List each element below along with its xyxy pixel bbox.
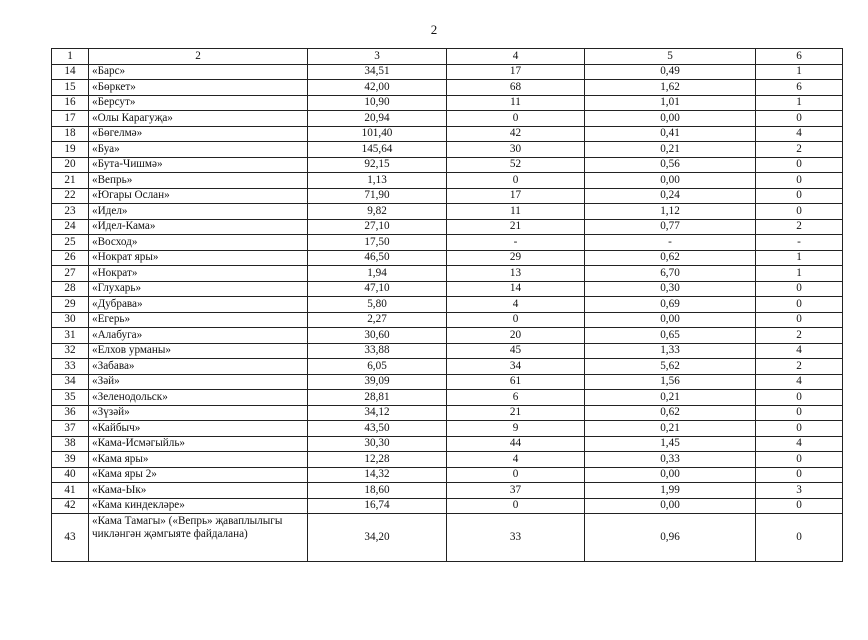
area-value: 33,88 [308,343,447,359]
area-value: 71,90 [308,188,447,204]
row-number: 22 [52,188,89,204]
col6-value: 0 [756,281,843,297]
count-value: 11 [447,95,585,111]
count-value: 45 [447,343,585,359]
row-number: 26 [52,250,89,266]
row-number: 23 [52,204,89,220]
row-number: 21 [52,173,89,189]
area-value: 28,81 [308,390,447,406]
row-number: 36 [52,405,89,421]
col6-value: 1 [756,64,843,80]
density-value: 0,65 [585,328,756,344]
object-name: «Нократ яры» [89,250,308,266]
row-number: 30 [52,312,89,328]
row-number: 31 [52,328,89,344]
table-row [52,126,843,142]
col6-value: 4 [756,343,843,359]
col6-value: 0 [756,467,843,483]
object-name: «Дубрава» [89,297,308,313]
col6-value: 4 [756,374,843,390]
row-number: 16 [52,95,89,111]
col6-value: 4 [756,436,843,452]
count-value: 52 [447,157,585,173]
col6-value: 0 [756,204,843,220]
table-row [52,483,843,499]
density-value: 0,00 [585,498,756,514]
count-value: 42 [447,126,585,142]
col6-value: 0 [756,421,843,437]
table-row [52,374,843,390]
table-row [52,266,843,282]
object-name: «Кама-Исмәгыйль» [89,436,308,452]
table-row [52,173,843,189]
row-number: 43 [52,514,89,562]
density-value: 0,24 [585,188,756,204]
area-value: 2,27 [308,312,447,328]
table-row [52,64,843,80]
header-col-2: 2 [89,49,308,65]
table-row [52,204,843,220]
row-number: 40 [52,467,89,483]
object-name: «Алабуга» [89,328,308,344]
density-value: 0,96 [585,514,756,562]
object-name: «Югары Ослан» [89,188,308,204]
count-value: 0 [447,498,585,514]
row-number: 14 [52,64,89,80]
area-value: 46,50 [308,250,447,266]
object-name: «Зүзәй» [89,405,308,421]
table-row [52,250,843,266]
col6-value: 0 [756,498,843,514]
density-value: 0,62 [585,405,756,421]
table-row [52,343,843,359]
data-table [51,48,843,562]
area-value: 16,74 [308,498,447,514]
table-row [52,80,843,96]
density-value: 5,62 [585,359,756,375]
row-number: 37 [52,421,89,437]
density-value: 1,33 [585,343,756,359]
col6-value: 0 [756,452,843,468]
density-value: 0,21 [585,421,756,437]
density-value: 6,70 [585,266,756,282]
count-value: 0 [447,111,585,127]
col6-value: 0 [756,405,843,421]
row-number: 42 [52,498,89,514]
count-value: 13 [447,266,585,282]
object-name: «Кама киндекләре» [89,498,308,514]
count-value: 68 [447,80,585,96]
table-row [52,514,843,562]
row-number: 39 [52,452,89,468]
object-name: «Елхов урманы» [89,343,308,359]
row-number: 41 [52,483,89,499]
object-name: «Идел» [89,204,308,220]
density-value: 0,30 [585,281,756,297]
table-row [52,188,843,204]
count-value: - [447,235,585,251]
area-value: 10,90 [308,95,447,111]
col6-value: 1 [756,266,843,282]
col6-value: 1 [756,95,843,111]
table-row [52,467,843,483]
area-value: 101,40 [308,126,447,142]
object-name: «Забава» [89,359,308,375]
area-value: 34,12 [308,405,447,421]
count-value: 17 [447,64,585,80]
count-value: 44 [447,436,585,452]
density-value: 0,33 [585,452,756,468]
density-value: 1,56 [585,374,756,390]
count-value: 37 [447,483,585,499]
object-name: «Кайбыч» [89,421,308,437]
area-value: 12,28 [308,452,447,468]
header-col-5: 5 [585,49,756,65]
table-row [52,405,843,421]
row-number: 24 [52,219,89,235]
object-name: «Бөркет» [89,80,308,96]
col6-value: 2 [756,328,843,344]
area-value: 1,13 [308,173,447,189]
area-value: 42,00 [308,80,447,96]
density-value: 0,00 [585,173,756,189]
header-col-4: 4 [447,49,585,65]
count-value: 0 [447,173,585,189]
row-number: 33 [52,359,89,375]
count-value: 11 [447,204,585,220]
density-value: 0,21 [585,390,756,406]
table-row [52,328,843,344]
table-row [52,390,843,406]
object-name: «Кама-Ык» [89,483,308,499]
object-name: «Бөгелмә» [89,126,308,142]
col6-value: 0 [756,297,843,313]
table-row [52,436,843,452]
object-name: «Зеленодольск» [89,390,308,406]
table-row [52,157,843,173]
density-value: - [585,235,756,251]
table-row [52,498,843,514]
area-value: 43,50 [308,421,447,437]
row-number: 17 [52,111,89,127]
col6-value: 0 [756,390,843,406]
object-name: «Нократ» [89,266,308,282]
row-number: 19 [52,142,89,158]
table-row [52,111,843,127]
density-value: 1,62 [585,80,756,96]
object-name: «Идел-Кама» [89,219,308,235]
object-name: «Кама яры» [89,452,308,468]
count-value: 9 [447,421,585,437]
density-value: 0,00 [585,312,756,328]
table-row [52,359,843,375]
count-value: 21 [447,405,585,421]
density-value: 0,49 [585,64,756,80]
row-number: 18 [52,126,89,142]
col6-value: 4 [756,126,843,142]
count-value: 6 [447,390,585,406]
count-value: 4 [447,297,585,313]
object-name: «Олы Карагуҗа» [89,111,308,127]
area-value: 5,80 [308,297,447,313]
col6-value: - [756,235,843,251]
col6-value: 0 [756,514,843,562]
density-value: 0,00 [585,467,756,483]
col6-value: 0 [756,173,843,189]
object-name: «Егерь» [89,312,308,328]
object-name: «Восход» [89,235,308,251]
object-name: «Буа» [89,142,308,158]
col6-value: 0 [756,188,843,204]
table-row [52,421,843,437]
density-value: 0,56 [585,157,756,173]
row-number: 38 [52,436,89,452]
count-value: 4 [447,452,585,468]
area-value: 18,60 [308,483,447,499]
count-value: 30 [447,142,585,158]
count-value: 0 [447,312,585,328]
area-value: 27,10 [308,219,447,235]
density-value: 0,00 [585,111,756,127]
density-value: 1,45 [585,436,756,452]
object-name: «Кама Тамагы» («Вепрь» җаваплылыгы чикләнгән җәмгыяте файдалана) [89,514,308,562]
table-row [52,95,843,111]
table-row [52,142,843,158]
col6-value: 1 [756,250,843,266]
area-value: 30,30 [308,436,447,452]
row-number: 25 [52,235,89,251]
density-value: 0,62 [585,250,756,266]
area-value: 92,15 [308,157,447,173]
count-value: 61 [447,374,585,390]
area-value: 6,05 [308,359,447,375]
row-number: 15 [52,80,89,96]
area-value: 9,82 [308,204,447,220]
row-number: 29 [52,297,89,313]
density-value: 0,41 [585,126,756,142]
area-value: 20,94 [308,111,447,127]
area-value: 30,60 [308,328,447,344]
table-row [52,281,843,297]
col6-value: 0 [756,312,843,328]
col6-value: 3 [756,483,843,499]
object-name: «Барс» [89,64,308,80]
page-number: 2 [430,22,438,37]
row-number: 32 [52,343,89,359]
area-value: 145,64 [308,142,447,158]
count-value: 14 [447,281,585,297]
row-number: 27 [52,266,89,282]
area-value: 39,09 [308,374,447,390]
row-number: 35 [52,390,89,406]
area-value: 1,94 [308,266,447,282]
table-row [52,235,843,251]
count-value: 21 [447,219,585,235]
count-value: 20 [447,328,585,344]
object-name: «Глухарь» [89,281,308,297]
density-value: 0,21 [585,142,756,158]
object-name: «Вепрь» [89,173,308,189]
density-value: 0,77 [585,219,756,235]
table-body [52,49,843,562]
count-value: 0 [447,467,585,483]
col6-value: 0 [756,157,843,173]
area-value: 14,32 [308,467,447,483]
object-name: «Берсут» [89,95,308,111]
count-value: 29 [447,250,585,266]
area-value: 34,20 [308,514,447,562]
col6-value: 2 [756,142,843,158]
row-number: 28 [52,281,89,297]
table-row [52,452,843,468]
count-value: 17 [447,188,585,204]
header-col-3: 3 [308,49,447,65]
area-value: 47,10 [308,281,447,297]
density-value: 1,99 [585,483,756,499]
count-value: 33 [447,514,585,562]
object-name: «Зәй» [89,374,308,390]
area-value: 17,50 [308,235,447,251]
col6-value: 2 [756,219,843,235]
header-col-6: 6 [756,49,843,65]
object-name: «Кама яры 2» [89,467,308,483]
table-row [52,297,843,313]
density-value: 1,12 [585,204,756,220]
density-value: 1,01 [585,95,756,111]
density-value: 0,69 [585,297,756,313]
row-number: 20 [52,157,89,173]
table-header-row [52,49,843,65]
table-row [52,219,843,235]
count-value: 34 [447,359,585,375]
col6-value: 2 [756,359,843,375]
col6-value: 0 [756,111,843,127]
header-col-1: 1 [52,49,89,65]
row-number: 34 [52,374,89,390]
col6-value: 6 [756,80,843,96]
object-name: «Бута-Чишмә» [89,157,308,173]
table-row [52,312,843,328]
area-value: 34,51 [308,64,447,80]
